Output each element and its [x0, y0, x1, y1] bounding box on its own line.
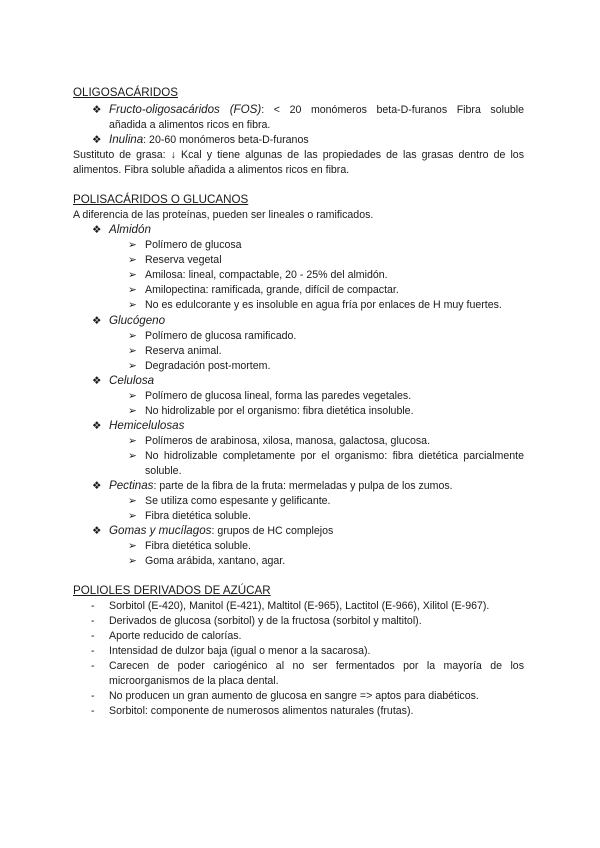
diamond-bullet-icon: ❖: [92, 480, 102, 492]
arrow-bullet-icon: ➢: [128, 360, 137, 372]
arrow-bullet-icon: ➢: [128, 540, 137, 552]
arrow-bullet-icon: ➢: [128, 330, 137, 342]
diamond-bullet-icon: ❖: [92, 375, 102, 387]
gomas-label: Gomas y mucílagos: [109, 524, 212, 537]
diamond-bullet-icon: ❖: [92, 224, 102, 236]
dash-bullet-icon: -: [91, 705, 95, 717]
glucogeno-item: Reserva animal.: [145, 345, 222, 357]
arrow-bullet-icon: ➢: [128, 299, 137, 311]
oligo-paragraph-line2: alimentos. Fibra soluble añadida a alimentos ricos en fibra.: [73, 164, 350, 176]
arrow-bullet-icon: ➢: [128, 345, 137, 357]
celulosa-item: Polímero de glucosa lineal, forma las paredes vegetales.: [145, 390, 412, 402]
arrow-bullet-icon: ➢: [128, 555, 137, 567]
fos-text: : < 20 monómeros beta-D-furanos Fibra soluble: [261, 104, 525, 116]
polioles-item-cont: microorganismos de la placa dental.: [109, 675, 279, 687]
dash-bullet-icon: -: [91, 630, 95, 642]
arrow-bullet-icon: ➢: [128, 510, 137, 522]
gomas-item: Fibra dietética soluble.: [145, 540, 251, 552]
inulina-line: [109, 133, 309, 147]
diamond-bullet-icon: ❖: [92, 420, 102, 432]
polioles-item: Derivados de glucosa (sorbitol) y de la fructosa (sorbitol y maltitol).: [109, 615, 422, 627]
section-title-polioles: POLIOLES DERIVADOS DE AZÚCAR: [73, 584, 271, 597]
arrow-bullet-icon: ➢: [128, 239, 137, 251]
fos-line: [109, 103, 524, 117]
almidon-item: Amilosa: lineal, compactable, 20 - 25% del almidón.: [145, 269, 388, 281]
almidon-item: Polímero de glucosa: [145, 239, 242, 251]
pectinas-line: [109, 479, 453, 493]
dash-bullet-icon: -: [91, 690, 95, 702]
polioles-item: Aporte reducido de calorías.: [109, 630, 242, 642]
dash-bullet-icon: -: [91, 660, 95, 672]
pectinas-item: Se utiliza como espesante y gelificante.: [145, 495, 331, 507]
polioles-item: Intensidad de dulzor baja (igual o menor a la sacarosa).: [109, 645, 371, 657]
hemicelulosas-label: Hemicelulosas: [109, 419, 185, 432]
dash-bullet-icon: -: [91, 645, 95, 657]
gomas-line: [109, 524, 333, 538]
hemicelulosas-item: Polímeros de arabinosa, xilosa, manosa, galactosa, glucosa.: [145, 435, 431, 447]
celulosa-item: No hidrolizable por el organismo: fibra dietética insoluble.: [145, 405, 414, 417]
arrow-bullet-icon: ➢: [128, 254, 137, 266]
arrow-bullet-icon: ➢: [128, 435, 137, 447]
polioles-item: Sorbitol: componente de numerosos alimentos naturales (frutas).: [109, 705, 414, 717]
arrow-bullet-icon: ➢: [128, 405, 137, 417]
oligo-paragraph-line1: Sustituto de grasa: ↓ Kcal y tiene algunas de las propiedades de las grasas dentro de los: [73, 149, 524, 161]
gomas-text: : grupos de HC complejos: [211, 525, 334, 537]
diamond-bullet-icon: ❖: [92, 104, 102, 116]
section-title-polisacaridos: POLISACÁRIDOS O GLUCANOS: [73, 193, 249, 206]
almidon-item: Amilopectina: ramificada, grande, difícil de compactar.: [145, 284, 399, 296]
arrow-bullet-icon: ➢: [128, 284, 137, 296]
almidon-item: No es edulcorante y es insoluble en agua fría por enlaces de H muy fuertes.: [145, 299, 502, 311]
dash-bullet-icon: -: [91, 615, 95, 627]
pectinas-item: Fibra dietética soluble.: [145, 510, 251, 522]
glucogeno-label: Glucógeno: [109, 314, 166, 327]
fos-label: Fructo-oligosacáridos (FOS): [109, 103, 262, 116]
pectinas-text: : parte de la fibra de la fruta: mermeladas y pulpa de los zumos.: [153, 480, 453, 492]
diamond-bullet-icon: ❖: [92, 134, 102, 146]
hemicelulosas-item: No hidrolizable completamente por el organismo: fibra dietética parcialmente: [145, 450, 524, 462]
almidon-item: Reserva vegetal: [145, 254, 222, 266]
arrow-bullet-icon: ➢: [128, 450, 137, 462]
inulina-label: Inulina: [109, 133, 144, 146]
arrow-bullet-icon: ➢: [128, 269, 137, 281]
diamond-bullet-icon: ❖: [92, 315, 102, 327]
polioles-item: No producen un gran aumento de glucosa en sangre => aptos para diabéticos.: [109, 690, 479, 702]
gomas-item: Goma arábida, xantano, agar.: [145, 555, 286, 567]
fos-text-cont: añadida a alimentos ricos en fibra.: [109, 119, 271, 131]
polisacaridos-intro: A diferencia de las proteínas, pueden ser lineales o ramificados.: [73, 209, 374, 221]
pectinas-label: Pectinas: [109, 479, 154, 492]
polioles-item: Sorbitol (E-420), Manitol (E-421), Maltitol (E-965), Lactitol (E-966), Xilitol (E-967).: [109, 600, 490, 612]
arrow-bullet-icon: ➢: [128, 495, 137, 507]
celulosa-label: Celulosa: [109, 374, 155, 387]
section-title-oligosacaridos: OLIGOSACÁRIDOS: [73, 86, 179, 99]
arrow-bullet-icon: ➢: [128, 390, 137, 402]
diamond-bullet-icon: ❖: [92, 525, 102, 537]
inulina-text: : 20-60 monómeros beta-D-furanos: [143, 134, 309, 146]
glucogeno-item: Degradación post-mortem.: [145, 360, 271, 372]
dash-bullet-icon: -: [91, 600, 95, 612]
almidon-label: Almidón: [109, 223, 151, 236]
polioles-item: Carecen de poder cariogénico al no ser fermentados por la mayoría de los: [109, 660, 524, 672]
hemicelulosas-item-cont: soluble.: [145, 465, 182, 477]
glucogeno-item: Polímero de glucosa ramificado.: [145, 330, 297, 342]
